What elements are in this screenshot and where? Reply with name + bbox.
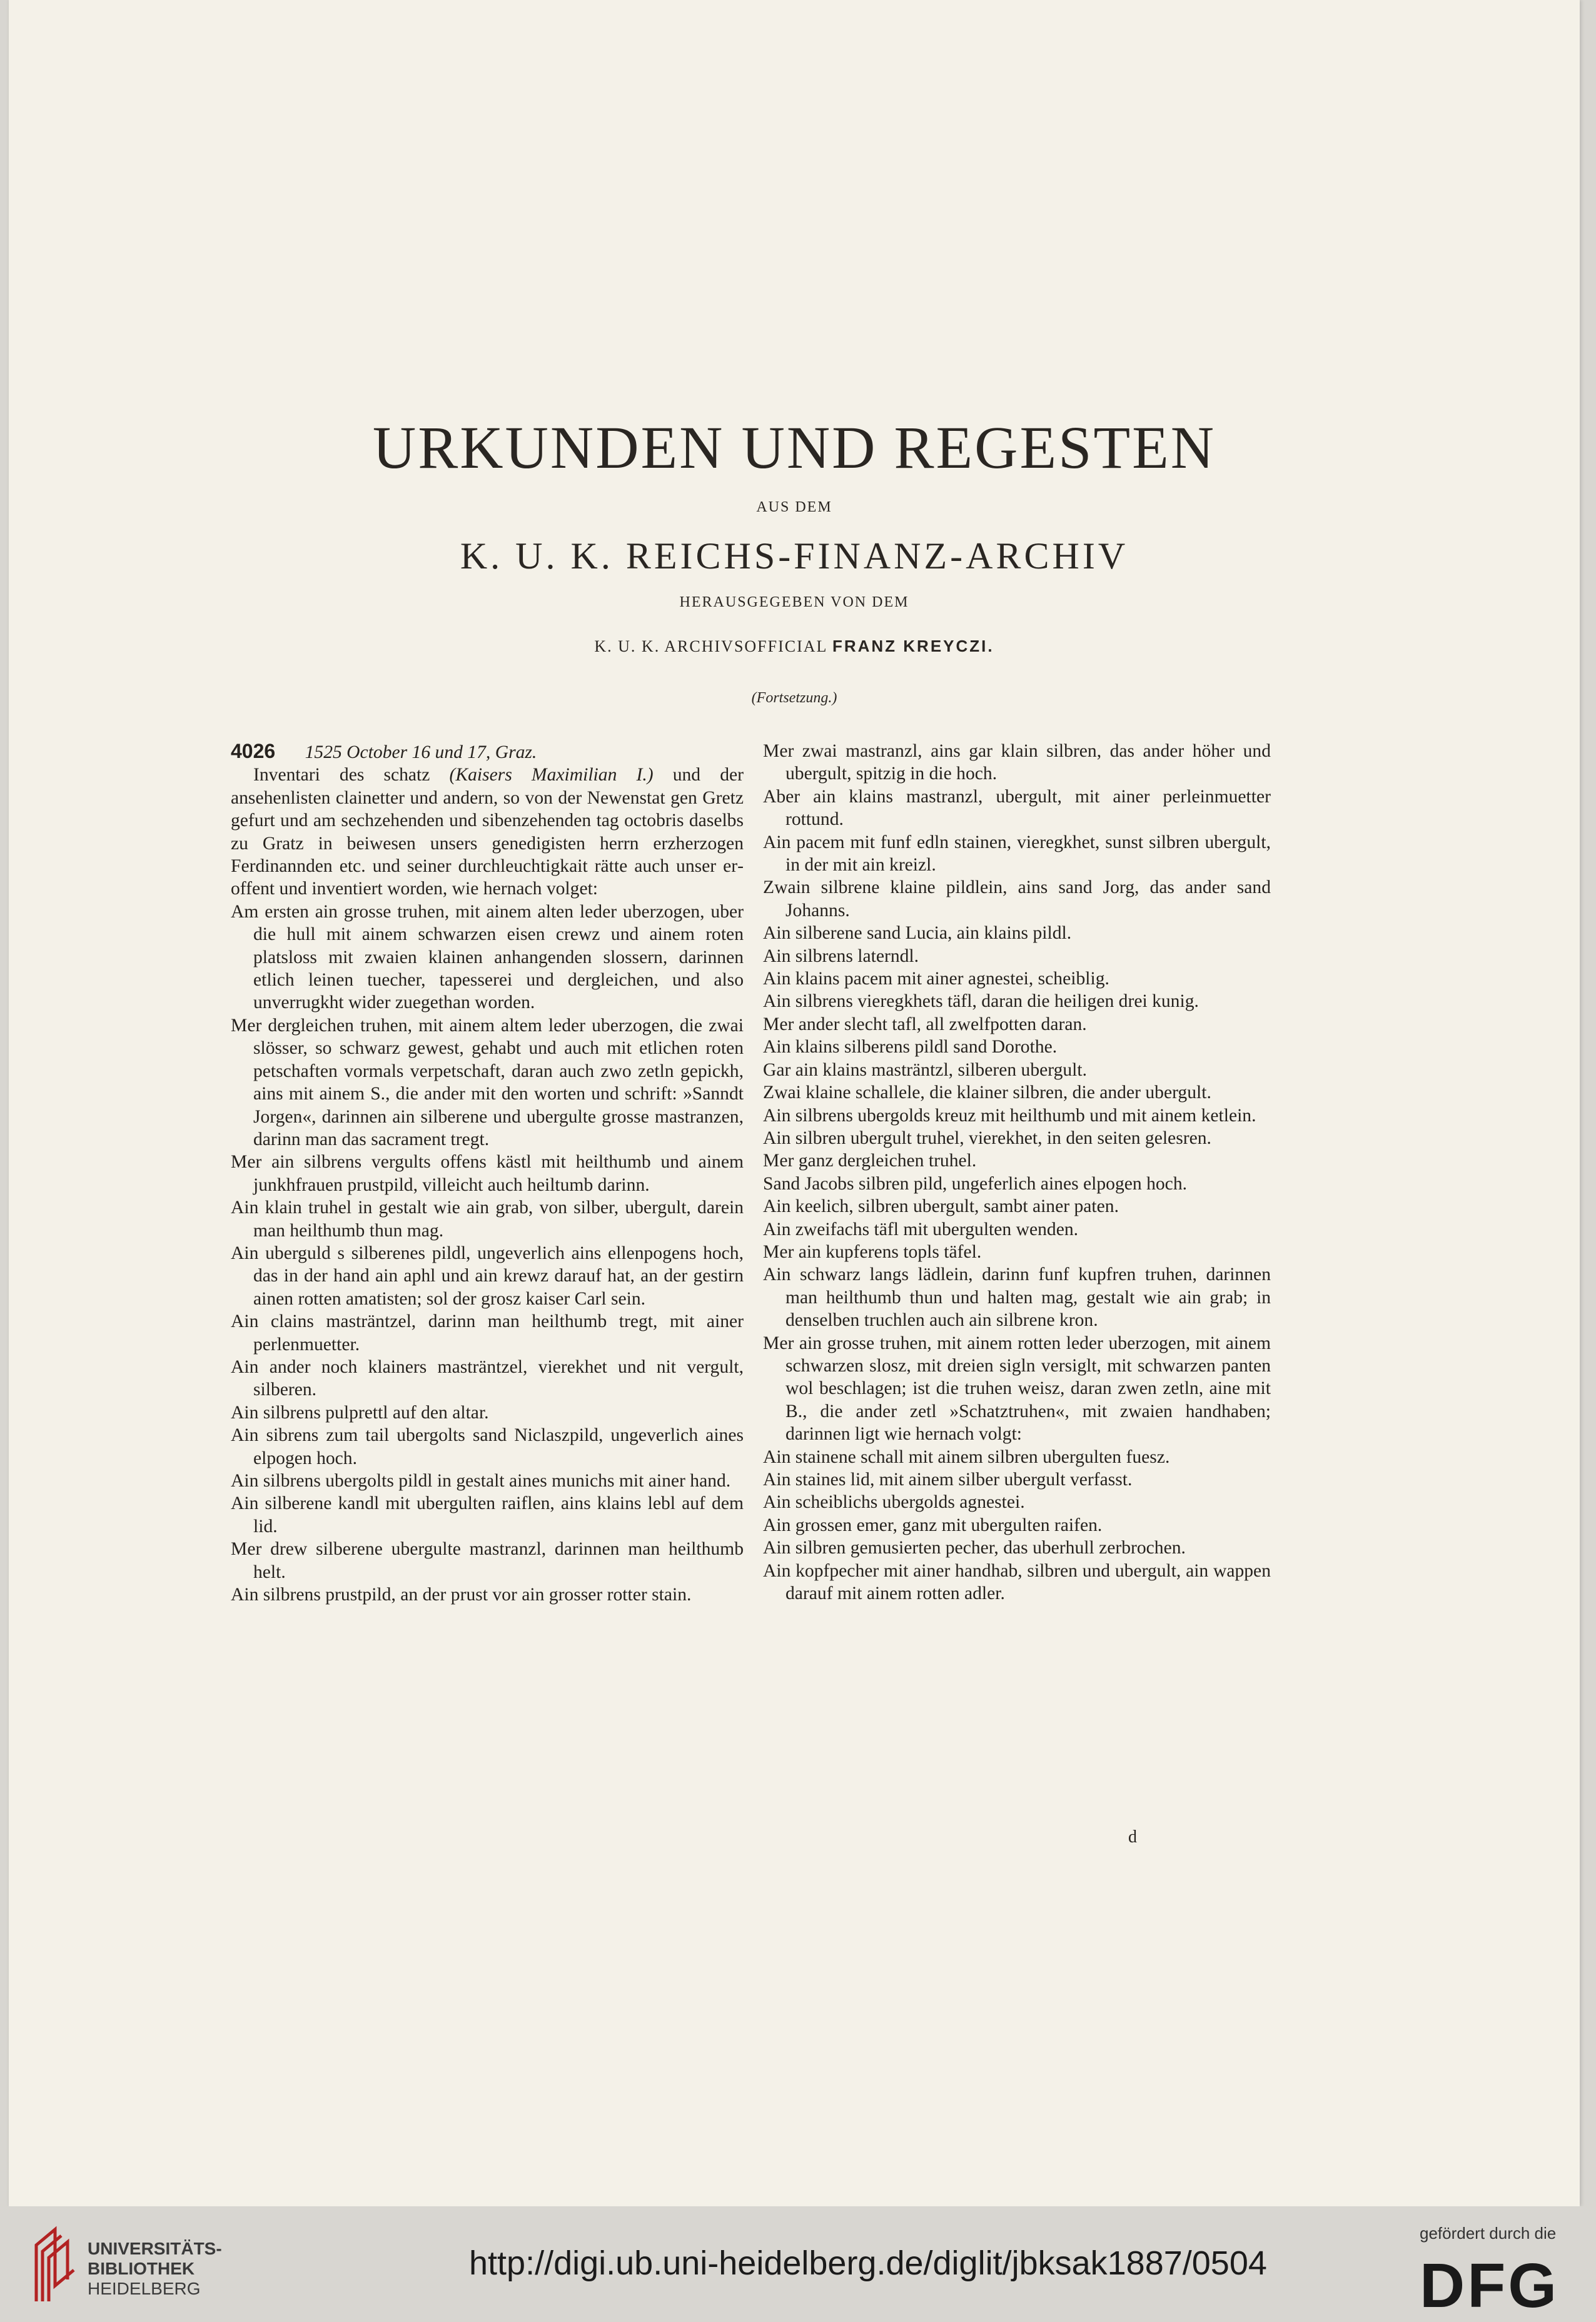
list-item: Mer drew silberene ubergulte mastranzl, darinnen man heilthumb helt. (231, 1539, 744, 1582)
list-item: Mer ain kupferens topls täfel. (763, 1241, 982, 1262)
list-item: Sand Jacobs silbren pild, ungeferlich aines elpogen hoch. (763, 1173, 1188, 1194)
list-item: Mer dergleichen truhen, mit ainem altem leder uberzogen, die zwai slösser, so schwarz gewest, gehabt und auch mit etlichen roten petschaften vormals verpetschaft, daran auch zwo zetln gepickh, ains mit ainem S., die ander mit den worten und schrift: »Sanndt Jorgen«, darinnen ain silberene und ubergulte grosse mastranzen, darinn man das sacrament tregt. (231, 1015, 744, 1149)
intro-text-italic: (Kaisers Maximilian I.) (449, 765, 654, 785)
list-item: Ain silbrens ubergolts pildl in gestalt aines munichs mit ainer hand. (231, 1471, 731, 1491)
list-item: Ain scheiblichs ubergolds agnestei. (763, 1492, 1025, 1513)
list-item: Ain silbrens vieregkhets täfl, daran die heiligen drei kunig. (763, 991, 1199, 1012)
entry-number: 4026 (231, 740, 276, 762)
entry-date: 1525 October 16 und 17, Graz. (305, 742, 537, 762)
list-item: Am ersten ain grosse truhen, mit ainem alten leder uberzogen, uber die hull mit ainem schwarzen eisen crewz und ainem roten platsloss mit zwaien klainen anhangenden slossern, darinnen etlich leinen tuecher, tapesserei und dergleichen, und also unverrugkht wider zuegethan worden. (231, 901, 744, 1013)
list-item: Ain silbrens pulprettl auf den altar. (231, 1402, 489, 1423)
list-item: Ain klains silberens pildl sand Dorothe. (763, 1037, 1058, 1058)
list-item: Ain silbrens prustpild, an der prust vor ain grosser rotter stain. (231, 1585, 692, 1605)
list-item: Ain staines lid, mit ainem silber ubergult verfasst. (763, 1470, 1133, 1490)
list-item: Aber ain klains mastranzl, ubergult, mit ainer perleinmuetter rottund. (763, 786, 1271, 830)
list-item: Ain stainene schall mit ainem silbren ubergulten fuesz. (763, 1446, 1170, 1467)
university-logo-icon (30, 2220, 80, 2308)
editor-name (9, 637, 1580, 656)
list-item: Ain ander noch klainers masträntzel, vierekhet und nit vergult, silberen. (231, 1356, 744, 1400)
university-name (88, 2239, 222, 2299)
list-item: Ain klains pacem mit ainer agnestei, scheiblig. (763, 969, 1109, 989)
funded-by-text: gefördert durch die (1420, 2224, 1557, 2243)
list-item: Ain kopfpecher mit ainer handhab, silbren und ubergult, ain wappen darauf mit ainem rotten adler. (763, 1560, 1271, 1604)
subtitle-aus: AUS DEM (756, 499, 832, 515)
official-name: FRANZ KREYCZI. (832, 637, 994, 655)
archive-name: K. U. K. REICHS-FINANZ-ARCHIV (460, 535, 1129, 577)
list-item: Mer zwai mastranzl, ains gar klain silbren, das ander höher und ubergult, spitzig in die hoch. (763, 741, 1271, 784)
list-item: Mer ain grosse truhen, mit ainem rotten leder uberzogen, mit ainem schwarzen slosz, mit dreien sigln versiglt, mit schwarzen panten wol beschlagen; ist die truhen weisz, daran zwen zetln, aine mit B., die ander zetl »Schatztruhen«, mit zwaien handhaben; darinnen ligt wie hernach volgt: (763, 1333, 1271, 1445)
entry-intro (231, 764, 744, 900)
right-column (763, 740, 1271, 1605)
list-item: Ain silbrens ubergolds kreuz mit heilthumb und mit ainem ketlein. (763, 1105, 1256, 1126)
official-prefix: K. U. K. ARCHIVSOFFICIAL (594, 637, 827, 655)
list-item: Mer ain silbrens vergults offens kästl mit heilthumb und ainem junkhfrauen prustpild, villeicht auch heiltumb darinn. (231, 1152, 744, 1195)
list-item: Ain zweifachs täfl mit ubergulten wenden. (763, 1219, 1079, 1239)
list-item: Zwai klaine schallele, die klainer silbren, die ander ubergult. (763, 1083, 1211, 1103)
list-item: Ain sibrens zum tail ubergolts sand Niclaszpild, ungeverlich aines elpogen hoch. (231, 1425, 744, 1468)
list-item: Ain clains masträntzel, darinn man heilthumb tregt, mit ainer perlenmuetter. (231, 1311, 744, 1355)
list-item: Ain grossen emer, ganz mit ubergulten raifen. (763, 1515, 1103, 1535)
list-item: Ain keelich, silbren ubergult, sambt ainer paten. (763, 1196, 1119, 1217)
list-item: Zwain silbrene klaine pildlein, ains sand Jorg, das ander sand Johanns. (763, 877, 1271, 921)
intro-text-a: Inventari des schatz (253, 765, 450, 785)
list-item: Ain silbren gemusierten pecher, das uberhull zerbrochen. (763, 1538, 1186, 1558)
list-item: Ain silberene kandl mit ubergulten raiflen, ains klains lebl auf dem lid. (231, 1493, 744, 1537)
continuation-note: (Fortsetzung.) (751, 690, 837, 706)
document-page (9, 0, 1580, 2206)
page-title: URKUNDEN UND REGESTEN (372, 414, 1216, 481)
list-item: Ain silberene sand Lucia, ain klains pildl. (763, 923, 1072, 944)
dfg-logo: DFG (1420, 2251, 1560, 2321)
uni-line-3: HEIDELBERG (88, 2279, 201, 2298)
list-item: Mer ander slecht tafl, all zwelfpotten daran. (763, 1014, 1087, 1034)
source-url-link[interactable]: http://digi.ub.uni-heidelberg.de/diglit/jbksak1887/0504 (469, 2244, 1267, 2282)
uni-line-1: UNIVERSITÄTS- (88, 2239, 222, 2258)
signature-mark: d (1128, 1827, 1137, 1847)
list-item: Ain silbren ubergult truhel, vierekhet, in den seiten gelesren. (763, 1128, 1211, 1148)
list-item: Ain uberguld s silberenes pildl, ungeverlich ains ellenpogens hoch, das in der hand ain aphl und ain krewz darauf hat, an der gestirn ainen rotten amatisten; sol der grosz kaiser Carl sein. (231, 1243, 744, 1309)
list-item: Ain pacem mit funf edln stainen, vieregkhet, sunst silbren ubergult, in der mit ain kreizl. (763, 832, 1271, 876)
intro-text-b: und der ansehenlisten clainetter und andern, so von der Newenstat gen Gretz gefurt und am sechzehenden und sibenzehenden tag octobris daselbs zu Gratz in beiwesen unsers genedigisten herrn erzherzogen Ferdinannden etc. und seiner durchleuchtigkait rätte auch unser eroffent und inventiert worden, wie hernach volget: (231, 765, 744, 899)
list-item: Ain silbrens laterndl. (763, 946, 919, 966)
list-item: Ain klain truhel in gestalt wie ain grab, von silber, ubergult, darein man heilthumb thun mag. (231, 1198, 744, 1241)
left-column (231, 740, 744, 1606)
editor-line: HERAUSGEGEBEN VON DEM (679, 594, 909, 610)
entry-heading (231, 740, 744, 764)
list-item: Ain schwarz langs lädlein, darinn funf kupfren truhen, darinnen man heilthumb thun und halten mag, gestalt wie ain grab; in denselben truchlen auch ain silbrene kron. (763, 1264, 1271, 1331)
list-item: Mer ganz dergleichen truhel. (763, 1151, 977, 1171)
uni-line-2: BIBLIOTHEK (88, 2259, 195, 2278)
list-item: Gar ain klains masträntzl, silberen ubergult. (763, 1059, 1088, 1080)
